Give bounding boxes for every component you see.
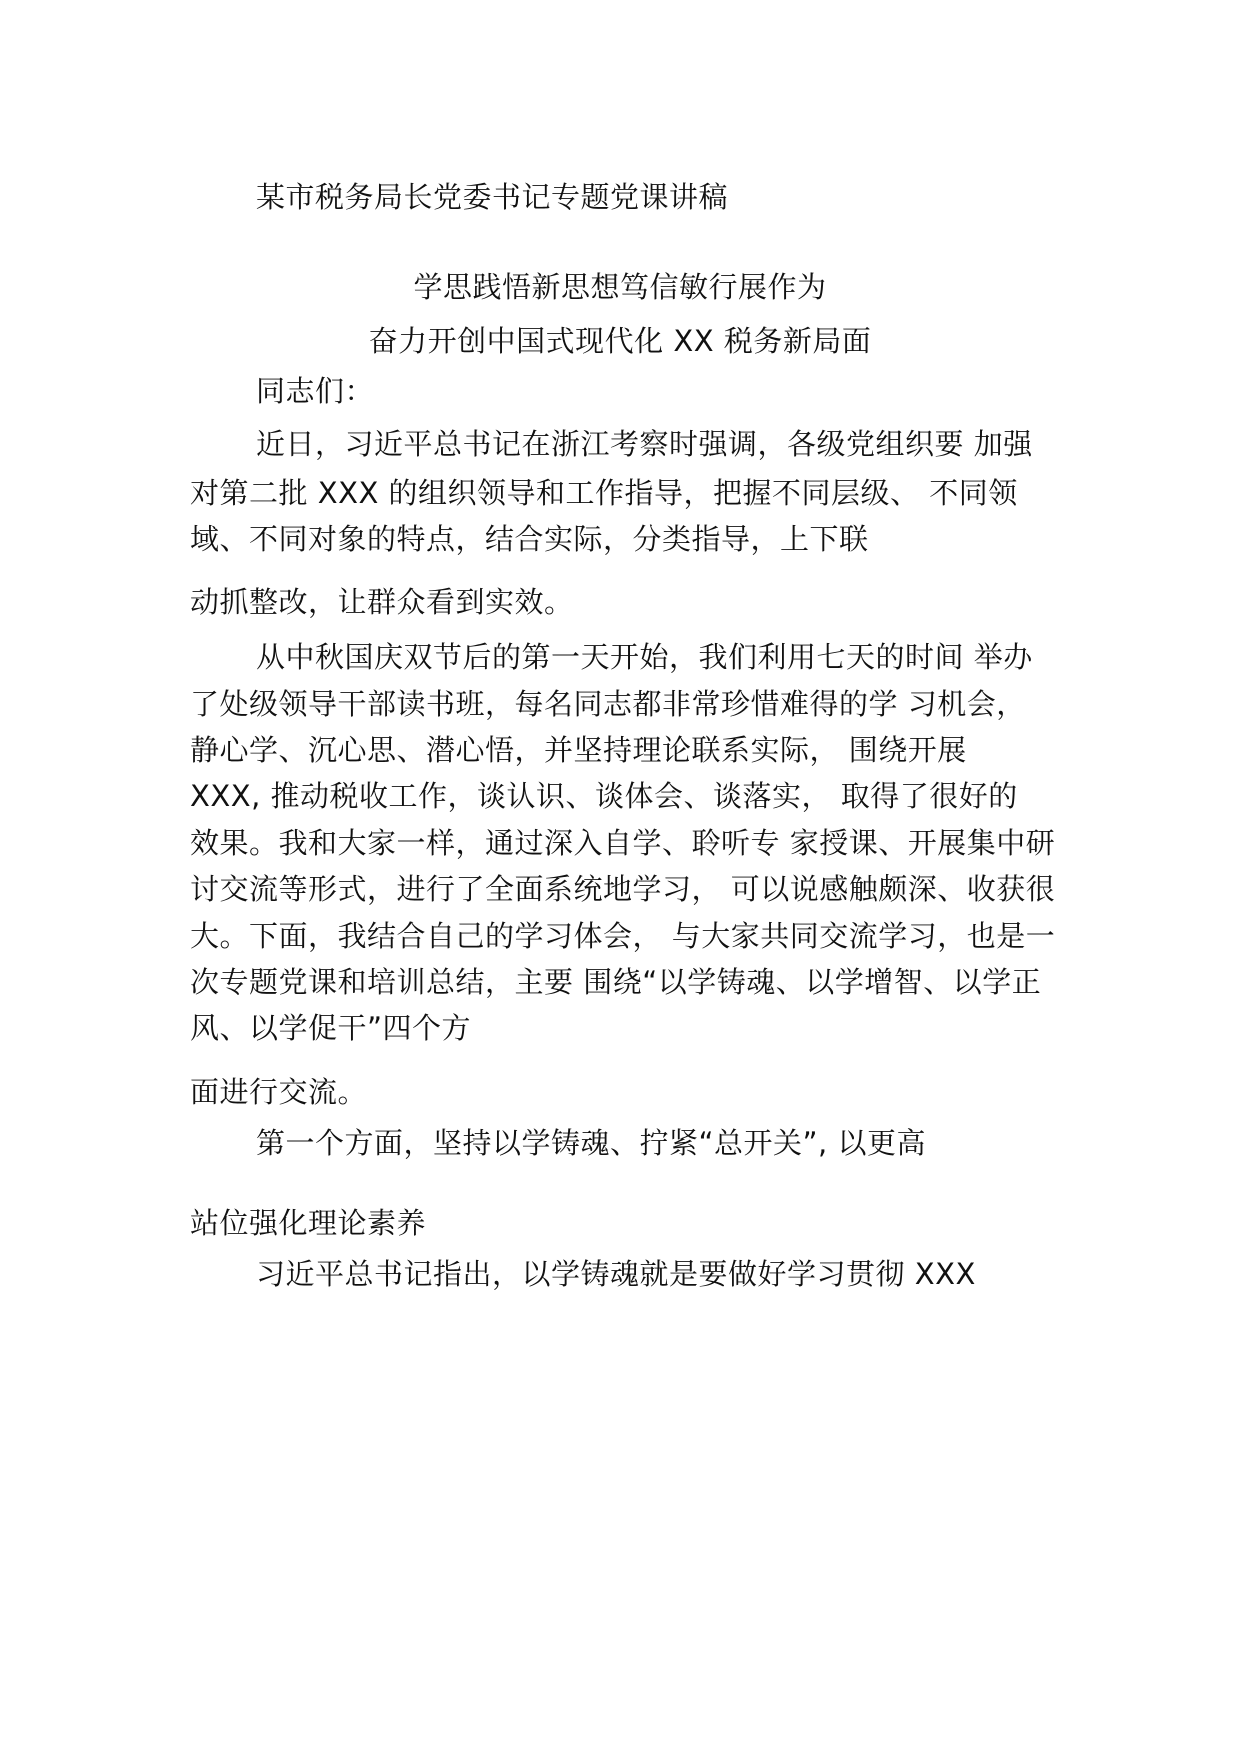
document-header: 某市税务局长党委书记专题党课讲稿 xyxy=(256,180,729,214)
document-title-line-2: 奋力开创中国式现代化 XX 税务新局面 xyxy=(368,324,872,358)
paragraph-1-line: 近日，习近平总书记在浙江考察时强调，各级党组织要 加强 xyxy=(256,427,1033,461)
salutation: 同志们： xyxy=(256,374,375,408)
paragraph-1-line: 对第二批 XXX 的组织领导和工作指导，把握不同层级、 不同领 xyxy=(190,476,1018,510)
document-title-line-1: 学思践悟新思想笃信敏行展作为 xyxy=(413,270,827,304)
paragraph-2-line: XXX, 推动税收工作，谈认识、谈体会、谈落实， 取得了很好的 xyxy=(190,779,1018,813)
paragraph-2-line: 从中秋国庆双节后的第一天开始，我们利用七天的时间 举办 xyxy=(256,640,1033,674)
section-heading-line: 第一个方面，坚持以学铸魂、拧紧“总开关”, 以更高 xyxy=(256,1126,926,1160)
paragraph-1-line: 动抓整改，让群众看到实效。 xyxy=(190,585,574,619)
section-heading-line: 站位强化理论素养 xyxy=(190,1206,427,1240)
paragraph-2-line: 大。下面，我结合自己的学习体会， 与大家共同交流学习，也是一 xyxy=(190,919,1056,953)
paragraph-2-line: 次专题党课和培训总结，主要 围绕“以学铸魂、以学增智、以学正 xyxy=(190,965,1042,999)
paragraph-2-line: 面进行交流。 xyxy=(190,1075,368,1109)
paragraph-2-line: 讨交流等形式，进行了全面系统地学习， 可以说感触颇深、收获很 xyxy=(190,872,1056,906)
paragraph-2-line: 效果。我和大家一样，通过深入自学、聆听专 家授课、开展集中研 xyxy=(190,826,1056,860)
paragraph-1-line: 域、不同对象的特点，结合实际，分类指导，上下联 xyxy=(190,522,869,556)
paragraph-3-line: 习近平总书记指出，以学铸魂就是要做好学习贯彻 XXX xyxy=(256,1257,976,1291)
paragraph-2-line: 风、以学促干”四个方 xyxy=(190,1011,472,1045)
paragraph-2-line: 了处级领导干部读书班，每名同志都非常珍惜难得的学 习机会， xyxy=(190,687,1026,721)
paragraph-2-line: 静心学、沉心思、潜心悟，并坚持理论联系实际， 围绕开展 xyxy=(190,733,967,767)
